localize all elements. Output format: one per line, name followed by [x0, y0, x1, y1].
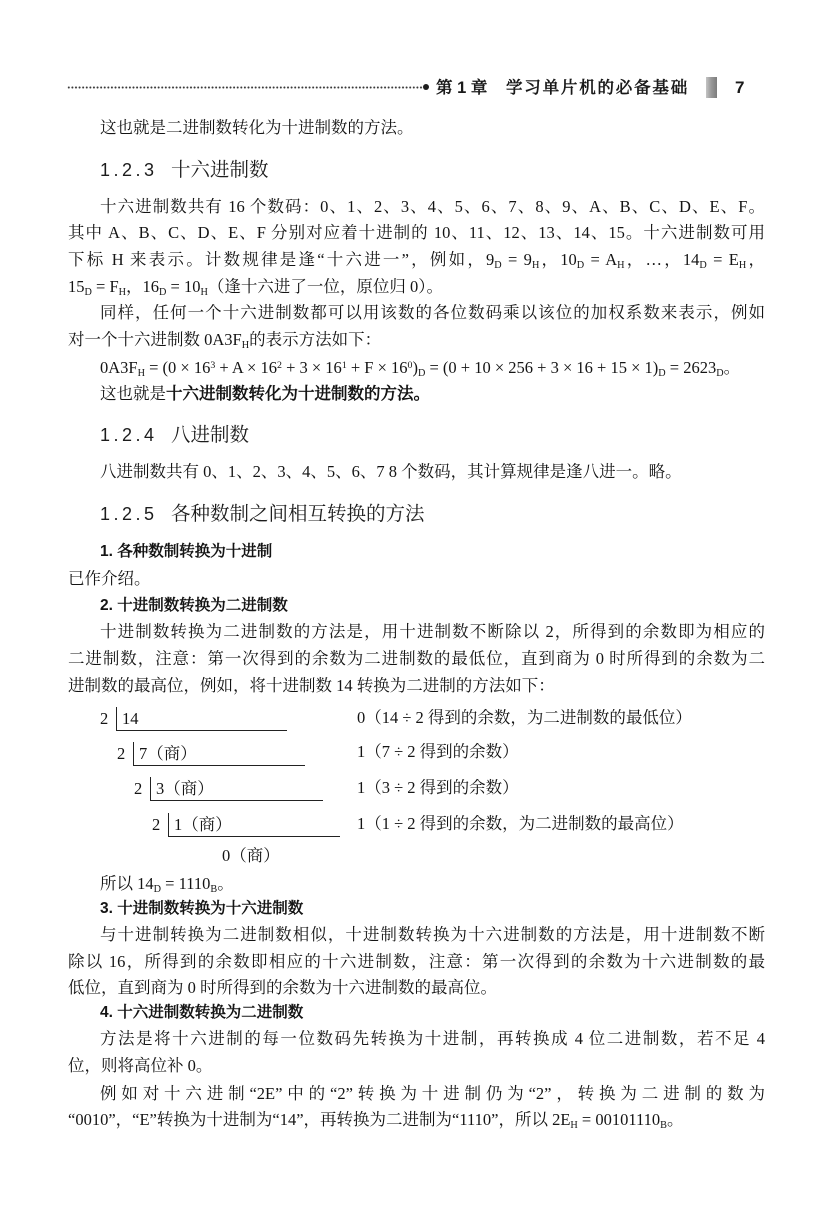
text-segment: 对一个十六进制数 0A3F — [68, 330, 242, 349]
formula-segment: ) — [412, 358, 418, 377]
text-segment: ，10 — [539, 250, 577, 269]
dividend: 14 — [122, 709, 139, 728]
remainder-note: 1（3 ÷ 2 得到的余数） — [357, 778, 519, 797]
body-text-line: 已作介绍。 — [68, 569, 151, 588]
text-segment: ， — [746, 250, 765, 269]
division-bracket — [168, 813, 340, 837]
body-text-line: 这也就是二进制数转化为十进制数的方法。 — [100, 118, 414, 137]
text-segment: 。 — [217, 874, 234, 893]
running-header — [0, 0, 831, 110]
body-text-line: 位，则将高位补 0。 — [68, 1056, 213, 1075]
text-segment: 下标 H 来表示。计数规律是逢“十六进一”，例如，9 — [68, 250, 495, 269]
body-text-line — [100, 874, 765, 897]
remainder-note: 0（14 ÷ 2 得到的余数，为二进制数的最低位） — [357, 708, 692, 727]
subscript: D — [153, 884, 162, 896]
formula-segment: 0A3F — [100, 358, 138, 377]
divisor: 2 — [117, 744, 126, 763]
superscript: 1 — [341, 359, 347, 371]
subscript: H — [241, 340, 250, 352]
section-heading — [100, 423, 249, 449]
divisor: 2 — [134, 779, 143, 798]
text-segment: ，…，14 — [624, 250, 700, 269]
text-segment: ，16 — [126, 277, 160, 296]
body-text-line: 二进制数，注意：第一次得到的余数为二进制数的最低位，直到商为 0 时所得到的余数为二 — [68, 649, 765, 668]
body-text-line: 十进制数转换为二进制数的方法是，用十进制数不断除以 2，所得到的余数即为相应的 — [100, 622, 765, 641]
subscript: H — [617, 260, 625, 272]
division-row — [100, 707, 287, 731]
body-text-line: 其中 A、B、C、D、E、F 分别对应着十进制的 10、11、12、13、14、15。十六进制数可用 — [68, 223, 765, 242]
emphasis-text: 十六进制数转化为十进制数的方法。 — [166, 385, 430, 403]
header-bullet-icon — [423, 84, 429, 90]
body-text-line — [68, 1110, 765, 1133]
text-segment: = 00101110 — [577, 1110, 661, 1129]
header-gray-bar — [706, 77, 717, 98]
division-row — [134, 777, 323, 801]
section-heading — [100, 158, 269, 184]
body-text-line: 除以 16，所得到的余数即相应的十六进制数，注意：第一次得到的余数为十六进制数的最 — [68, 952, 765, 971]
subscript: H — [570, 1120, 578, 1132]
text-segment: （逢十六进了一位，原位归 0）。 — [207, 277, 443, 296]
division-bracket — [133, 742, 305, 766]
page-number: 7 — [735, 78, 745, 97]
text-segment: = F — [91, 277, 119, 296]
division-bracket — [150, 777, 323, 801]
text-segment: = A — [584, 250, 618, 269]
header-dotted-leader — [67, 86, 423, 89]
subscript: H — [531, 260, 540, 272]
subsection-heading: 3. 十进制数转换为十六进制数 — [100, 900, 304, 917]
subscript: H — [137, 368, 145, 380]
body-text-line: 进制数的最高位，例如，将十进制数 14 转换为二进制的方法如下： — [68, 676, 555, 695]
body-text-line: 与十进制转换为二进制数相似，十进制数转换为十六进制数的方法是，用十进制数不断 — [100, 925, 765, 944]
text-segment: “0010”，“E”转换为十进制为“14”，再转换为二进制为“1110”，所以 2E — [68, 1110, 571, 1129]
divisor: 2 — [100, 709, 109, 728]
subscript: H — [200, 287, 208, 299]
text-segment: = 9 — [501, 250, 532, 269]
dividend: 7（商） — [139, 744, 197, 763]
chapter-title: 学习单片机的必备基础 — [506, 79, 689, 97]
remainder-note: 1（7 ÷ 2 得到的余数） — [357, 742, 519, 761]
division-diagram — [96, 700, 716, 870]
formula-line — [100, 358, 765, 381]
formula-segment: = (0 × 16 — [144, 358, 211, 377]
body-text-line: 方法是将十六进制的每一位数码先转换为十进制，再转换成 4 位二进制数，若不足 4 — [100, 1029, 765, 1048]
section-title: 八进制数 — [171, 424, 250, 446]
superscript: 0 — [407, 359, 413, 371]
division-bracket — [116, 707, 287, 731]
body-text-line — [68, 250, 765, 273]
text-segment: 这也就是 — [100, 384, 166, 403]
subscript: D — [716, 368, 724, 380]
division-row — [152, 813, 340, 837]
section-number: 1.2.4 — [100, 425, 158, 445]
body-text-line — [68, 330, 765, 353]
subscript: D — [84, 287, 92, 299]
text-segment: = E — [706, 250, 739, 269]
text-segment: 所以 14 — [100, 874, 154, 893]
divisor: 2 — [152, 815, 161, 834]
subsection-heading: 4. 十六进制数转换为二进制数 — [100, 1004, 304, 1021]
subscript: H — [118, 287, 127, 299]
section-heading — [100, 502, 425, 528]
formula-segment: + F × 16 — [346, 358, 408, 377]
subscript: D — [494, 260, 502, 272]
formula-segment: = 2623 — [665, 358, 717, 377]
body-text-line: 例如对十六进制“2E”中的“2”转换为十进制仍为“2”，转换为二进制的数为 — [100, 1084, 765, 1103]
body-text-line: 十六进制数共有 16 个数码：0、1、2、3、4、5、6、7、8、9、A、B、C、D、E、F。 — [100, 197, 765, 216]
remainder-note: 1（1 ÷ 2 得到的余数，为二进制数的最高位） — [357, 814, 684, 833]
body-text-line: 八进制数共有 0、1、2、3、4、5、6、7 8 个数码，其计算规律是逢八进一。略。 — [100, 462, 682, 481]
subsection-heading: 1. 各种数制转换为十进制 — [100, 543, 273, 560]
division-row — [117, 742, 305, 766]
dividend: 1（商） — [174, 815, 232, 834]
dividend: 3（商） — [156, 779, 214, 798]
superscript: 3 — [210, 359, 216, 371]
subscript: B — [210, 884, 218, 896]
body-text-line — [100, 384, 765, 404]
subscript: B — [660, 1120, 667, 1132]
subscript: H — [738, 260, 747, 272]
formula-segment: + A × 16 — [215, 358, 277, 377]
final-quotient: 0（商） — [222, 846, 280, 865]
body-text-line: 同样，任何一个十六进制数都可以用该数的各位数码乘以该位的加权系数来表示，例如 — [100, 303, 765, 322]
formula-segment: 。 — [723, 358, 741, 377]
subscript: D — [417, 368, 426, 380]
subscript: D — [576, 260, 585, 272]
subsection-heading: 2. 十进制数转换为二进制数 — [100, 597, 288, 614]
section-number: 1.2.5 — [100, 504, 158, 524]
section-title: 各种数制之间相互转换的方法 — [171, 503, 425, 525]
text-segment: 15 — [68, 277, 85, 296]
formula-segment: + 3 × 16 — [281, 358, 342, 377]
text-segment: = 1110 — [161, 874, 211, 893]
body-text-line: 低位，直到商为 0 时所得到的余数为十六进制数的最高位。 — [68, 978, 497, 997]
text-segment: = 10 — [166, 277, 201, 296]
superscript: 2 — [277, 359, 282, 371]
formula-segment: = (0 + 10 × 256 + 3 × 16 + 15 × 1) — [425, 358, 659, 377]
subscript: D — [159, 287, 167, 299]
section-title: 十六进制数 — [171, 159, 269, 181]
subscript: D — [699, 260, 707, 272]
text-segment: 。 — [666, 1110, 684, 1129]
chapter-label: 第 1 章 — [436, 79, 488, 97]
body-text-line — [68, 277, 765, 300]
subscript: D — [658, 368, 666, 380]
section-number: 1.2.3 — [100, 160, 158, 180]
text-segment: 的表示方法如下： — [249, 330, 382, 349]
